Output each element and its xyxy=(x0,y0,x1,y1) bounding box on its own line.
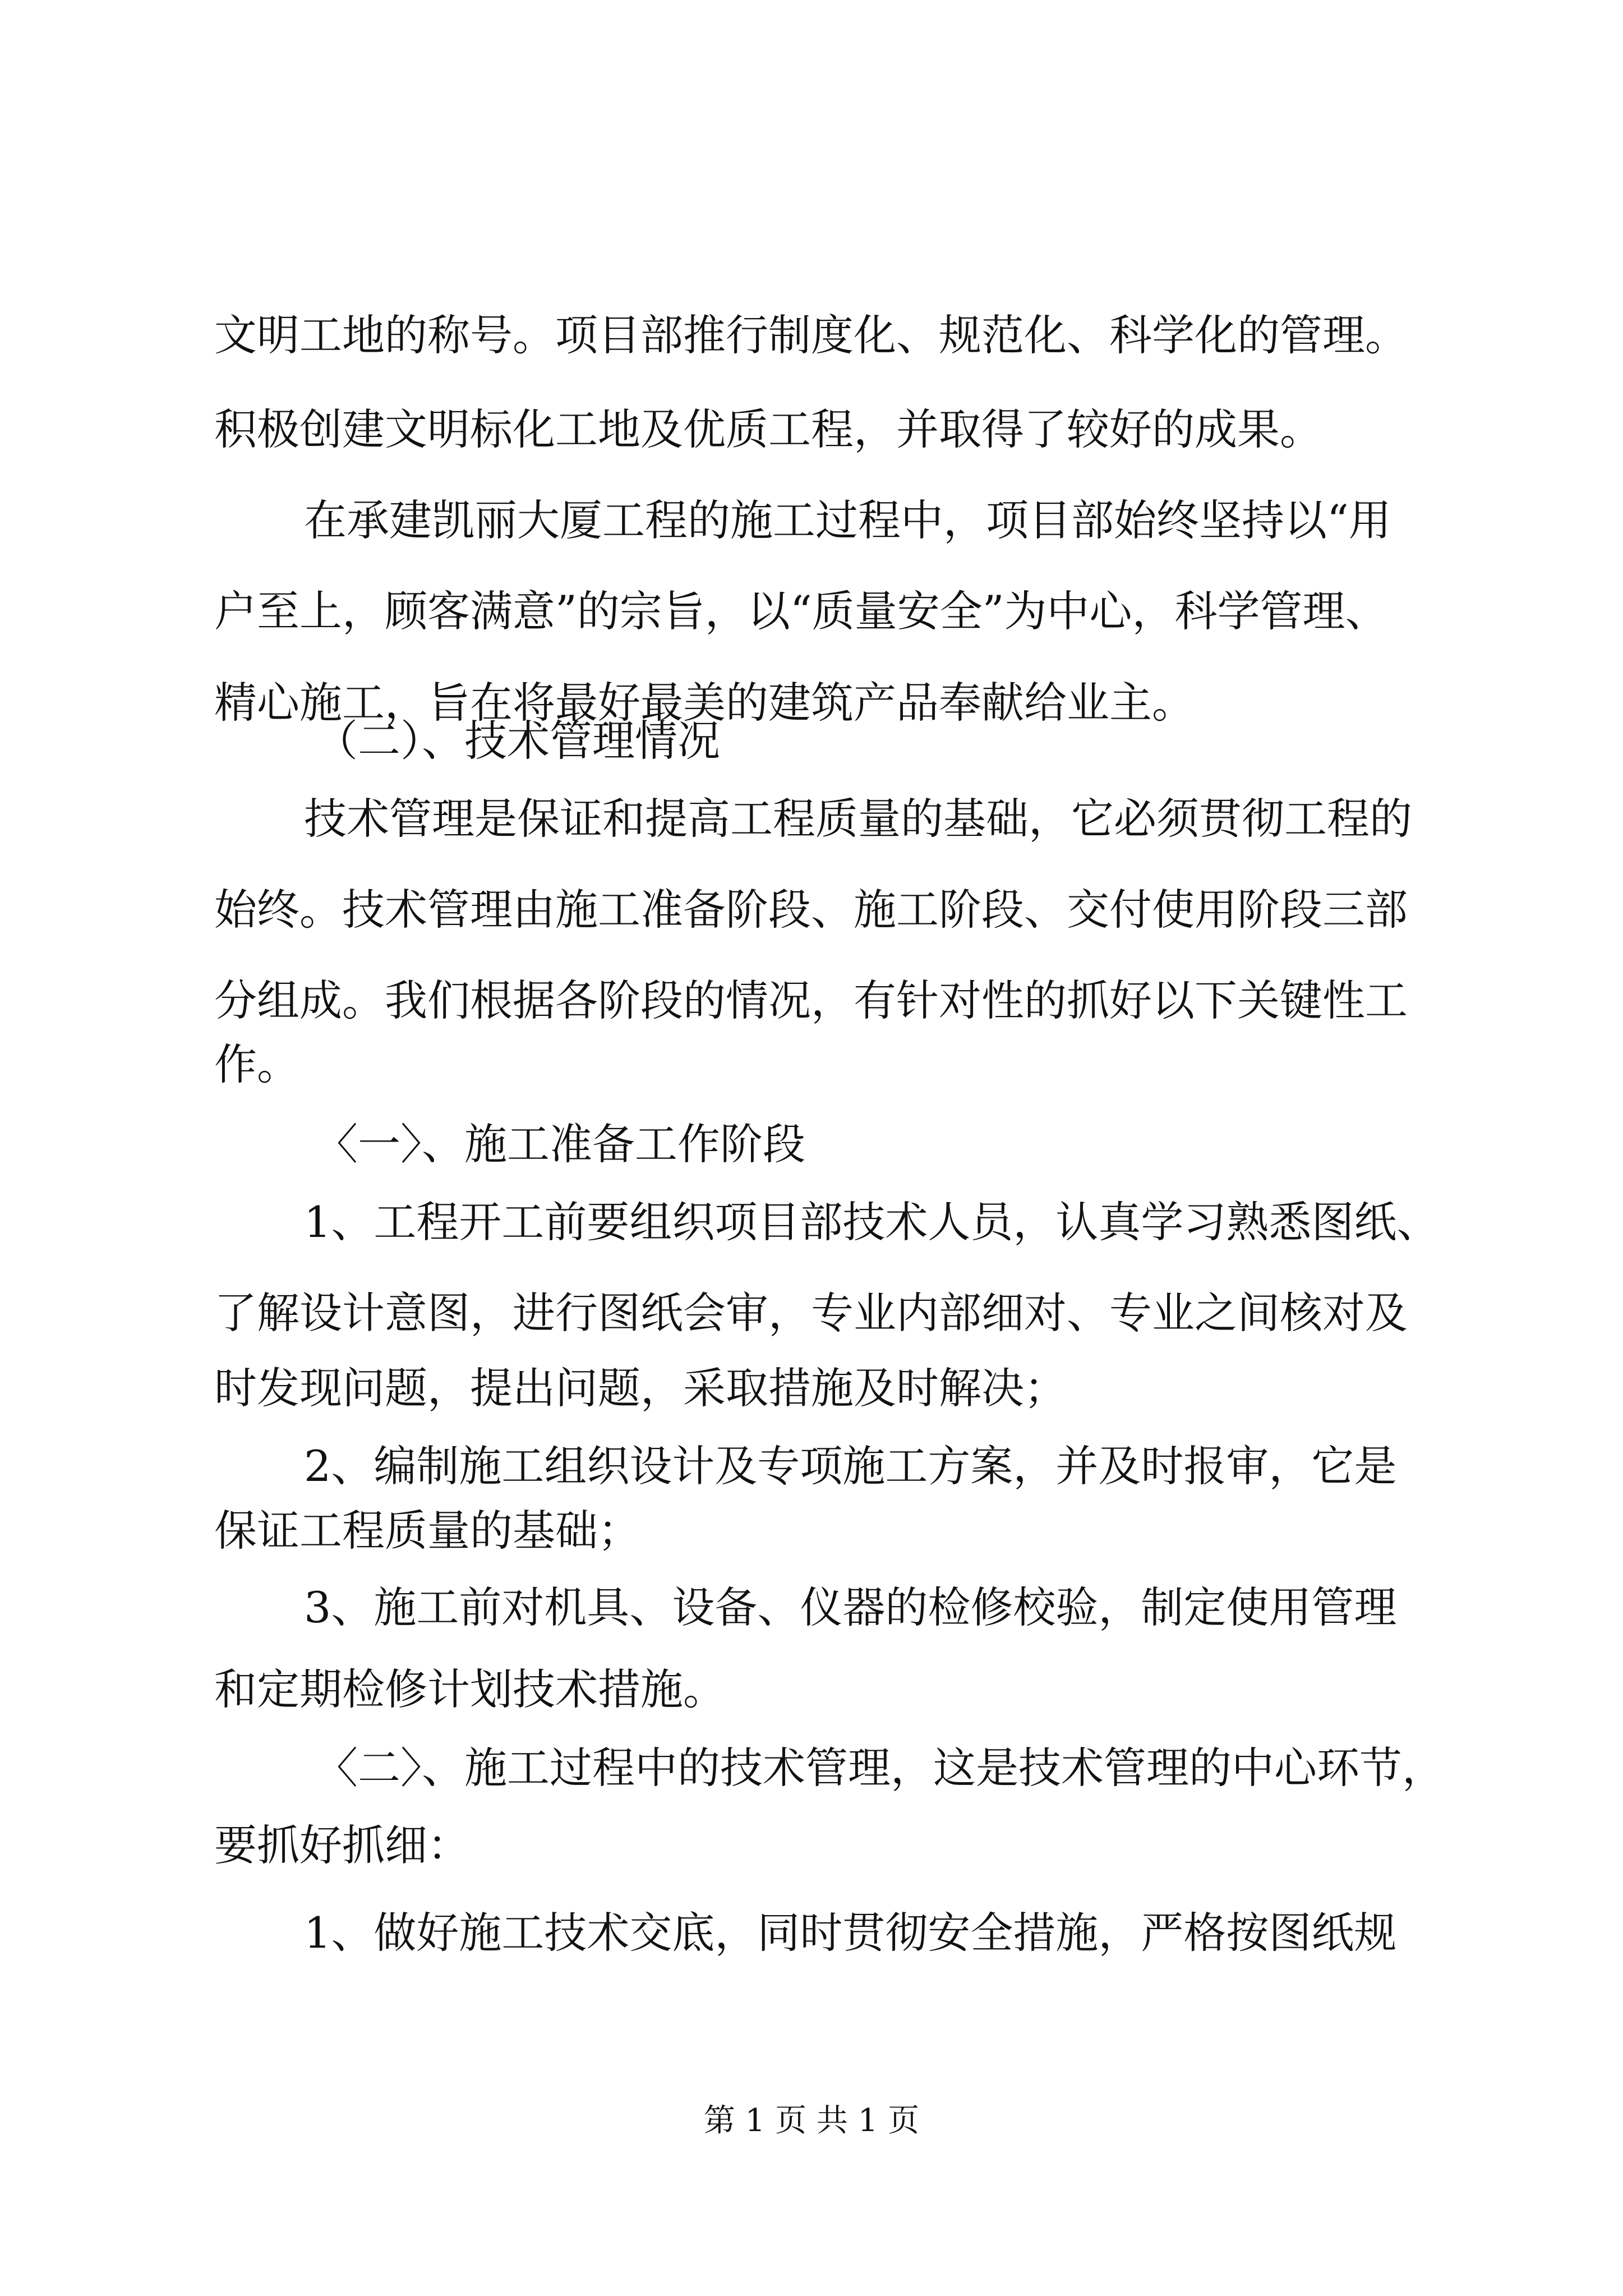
paragraph-line: 技术管理是保证和提高工程质量的基础，它必须贯彻工程的 xyxy=(304,794,1412,844)
paragraph-line: 始终。技术管理由施工准备阶段、施工阶段、交付使用阶段三部 xyxy=(214,885,1408,935)
paragraph-line: 3、施工前对机具、设备、仪器的检修校验，制定使用管理 xyxy=(304,1582,1397,1632)
section-heading: （二）、技术管理情况 xyxy=(315,716,720,766)
section-heading: 〈一〉、施工准备工作阶段 xyxy=(315,1119,805,1169)
paragraph-line: 要抓好抓细： xyxy=(214,1820,470,1870)
paragraph-line: 和定期检修计划技术措施。 xyxy=(214,1664,726,1714)
paragraph-line: 保证工程质量的基础； xyxy=(214,1506,640,1556)
paragraph-line: 户至上，顾客满意”的宗旨，以“质量安全”为中心，科学管理、 xyxy=(214,586,1388,636)
paragraph-line: 1、做好施工技术交底，同时贯彻安全措施，严格按图纸规 xyxy=(304,1908,1397,1958)
page-number-footer: 第 1 页 共 1 页 xyxy=(703,2102,920,2139)
paragraph-line: 精心施工，旨在将最好最美的建筑产品奉献给业主。 xyxy=(214,678,1195,728)
paragraph-line: 在承建凯丽大厦工程的施工过程中，项目部始终坚持以“用 xyxy=(304,495,1391,545)
paragraph-line: 2、编制施工组织设计及专项施工方案，并及时报审，它是 xyxy=(304,1441,1397,1491)
paragraph-line: 1、工程开工前要组织项目部技术人员，认真学习熟悉图纸、 xyxy=(304,1197,1440,1247)
paragraph-line: 了解设计意图，进行图纸会审，专业内部细对、专业之间核对及 xyxy=(214,1288,1408,1338)
paragraph-line: 积极创建文明标化工地及优质工程，并取得了较好的成果。 xyxy=(214,404,1322,454)
paragraph-line: 分组成。我们根据各阶段的情况，有针对性的抓好以下关键性工 xyxy=(214,976,1408,1025)
paragraph-line: 时发现问题，提出问题，采取措施及时解决； xyxy=(214,1363,1067,1413)
section-heading: 〈二〉、施工过程中的技术管理，这是技术管理的中心环节， xyxy=(315,1743,1445,1793)
paragraph-line: 作。 xyxy=(214,1039,299,1089)
paragraph-line: 文明工地的称号。项目部推行制度化、规范化、科学化的管理。 xyxy=(214,310,1408,360)
